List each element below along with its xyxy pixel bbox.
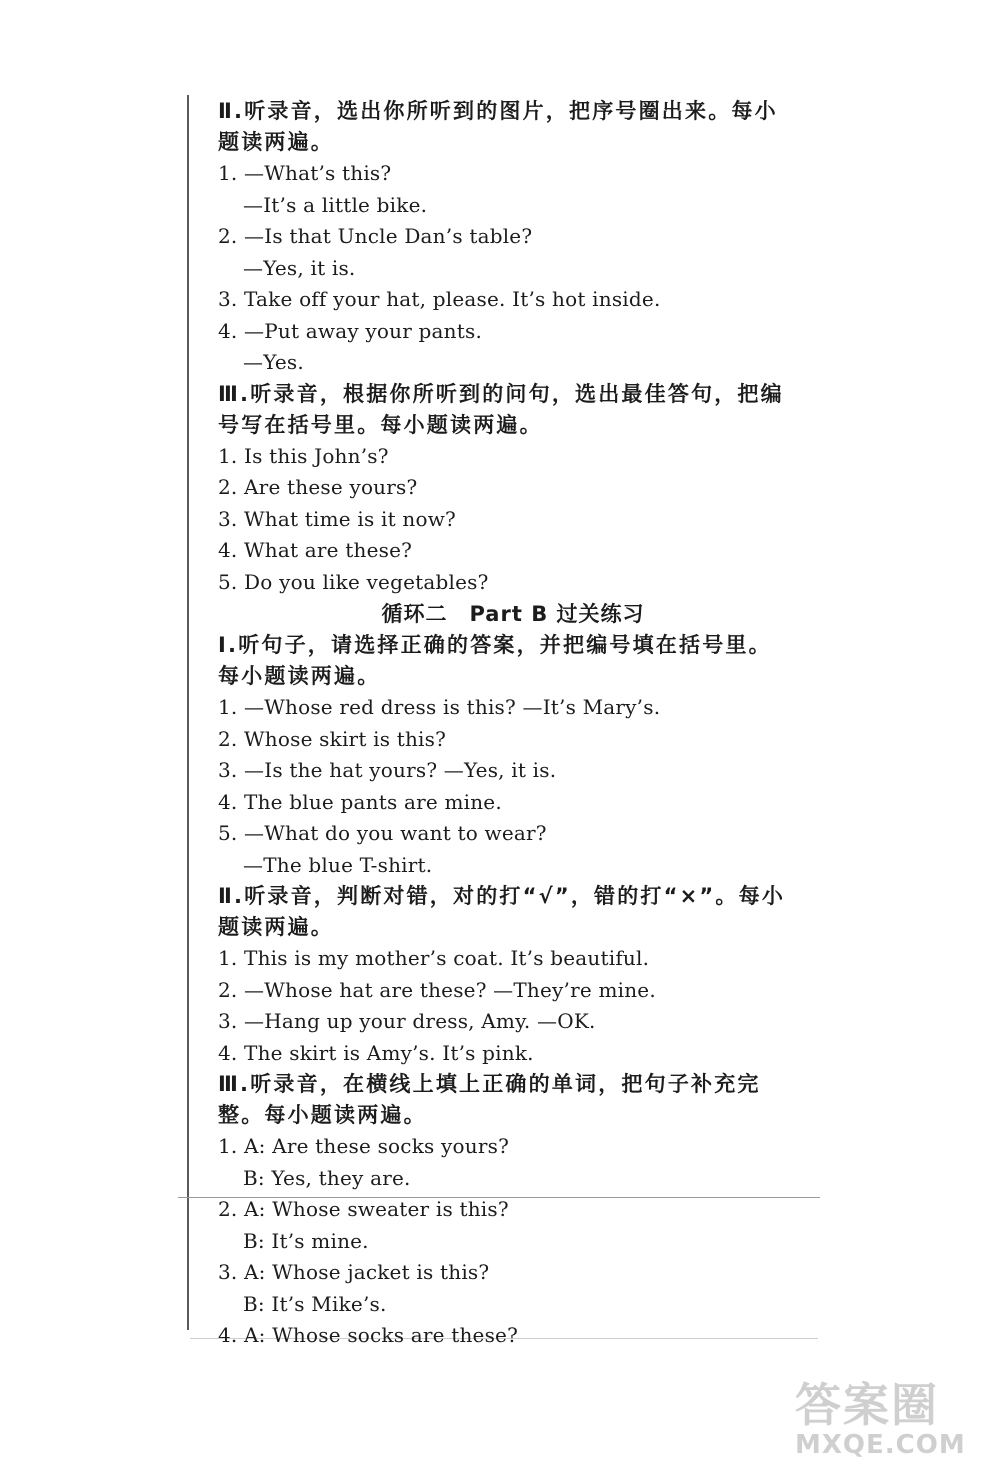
- watermark-logo: 答案圈: [795, 1378, 939, 1432]
- list-item: 4. What are these?: [218, 538, 413, 562]
- section-b2: [218, 881, 808, 1069]
- list-item: 1. A: Are these socks yours?: [218, 1134, 510, 1158]
- list-item: 5. —What do you want to wear?: [218, 821, 547, 845]
- list-item: 3. A: Whose jacket is this?: [218, 1260, 490, 1284]
- list-item: 4. A: Whose socks are these?: [218, 1323, 519, 1347]
- list-item: 2. A: Whose sweater is this?: [218, 1197, 509, 1221]
- list-item: —Yes, it is.: [243, 255, 356, 280]
- list-item: 4. The skirt is Amy’s. It’s pink.: [218, 1040, 534, 1065]
- list-item: 5. Do you like vegetables?: [218, 569, 489, 594]
- list-item: 1. This is my mother’s coat. It’s beautiful.: [218, 946, 650, 970]
- section-a3: [218, 379, 808, 599]
- watermark-url: MXQE.COM: [795, 1430, 966, 1460]
- section-heading: Ⅲ.听录音，在横线上填上正确的单词，把句子补充完: [218, 1072, 761, 1096]
- list-item: 3. What time is it now?: [218, 506, 456, 531]
- part-title: 循环二 Part B 过关练习: [381, 602, 645, 626]
- section-heading-cont: 整。每小题读两遍。: [218, 1103, 427, 1127]
- list-item: 2. Are these yours?: [218, 475, 418, 499]
- list-item: —The blue T-shirt.: [243, 852, 433, 877]
- section-heading: Ⅲ.听录音，根据你所听到的问句，选出最佳答句，把编: [218, 381, 784, 406]
- section-b3: [218, 1069, 808, 1352]
- margin-rule: [187, 95, 189, 1330]
- document-page: [218, 96, 808, 1352]
- list-item: 4. —Put away your pants.: [218, 318, 482, 343]
- section-heading: Ⅰ.听句子，请选择正确的答案，并把编号填在括号里。: [218, 633, 772, 657]
- section-heading-cont: 题读两遍。: [218, 130, 334, 154]
- list-item: 3. —Hang up your dress, Amy. —OK.: [218, 1009, 596, 1033]
- list-item: 2. Whose skirt is this?: [218, 726, 447, 751]
- list-item: 4. The blue pants are mine.: [218, 789, 502, 814]
- list-item: B: It’s mine.: [243, 1228, 369, 1253]
- list-item: B: Yes, they are.: [243, 1165, 411, 1190]
- list-item: 3. —Is the hat yours? —Yes, it is.: [218, 758, 557, 782]
- list-item: 2. —Is that Uncle Dan’s table?: [218, 224, 533, 248]
- section-heading: Ⅱ.听录音，判断对错，对的打“√”，错的打“×”。每小: [218, 884, 786, 908]
- section-heading-cont: 号写在括号里。每小题读两遍。: [218, 412, 543, 437]
- list-item: 1. —Whose red dress is this? —It’s Mary’s.: [218, 695, 661, 719]
- list-item: 2. —Whose hat are these? —They’re mine.: [218, 977, 656, 1002]
- list-item: 1. —What’s this?: [218, 161, 392, 185]
- section-heading-cont: 题读两遍。: [218, 915, 334, 939]
- list-item: 3. Take off your hat, please. It’s hot inside.: [218, 287, 661, 311]
- section-b1: [218, 630, 808, 881]
- list-item: 1. Is this John’s?: [218, 443, 389, 468]
- section-a2: [218, 96, 808, 379]
- list-item: B: It’s Mike’s.: [243, 1291, 387, 1316]
- section-heading: Ⅱ.听录音，选出你所听到的图片，把序号圈出来。每小: [218, 99, 778, 123]
- list-item: —It’s a little bike.: [243, 192, 428, 217]
- watermark: [795, 1380, 995, 1470]
- section-heading-cont: 每小题读两遍。: [218, 664, 381, 688]
- list-item: —Yes.: [243, 350, 304, 374]
